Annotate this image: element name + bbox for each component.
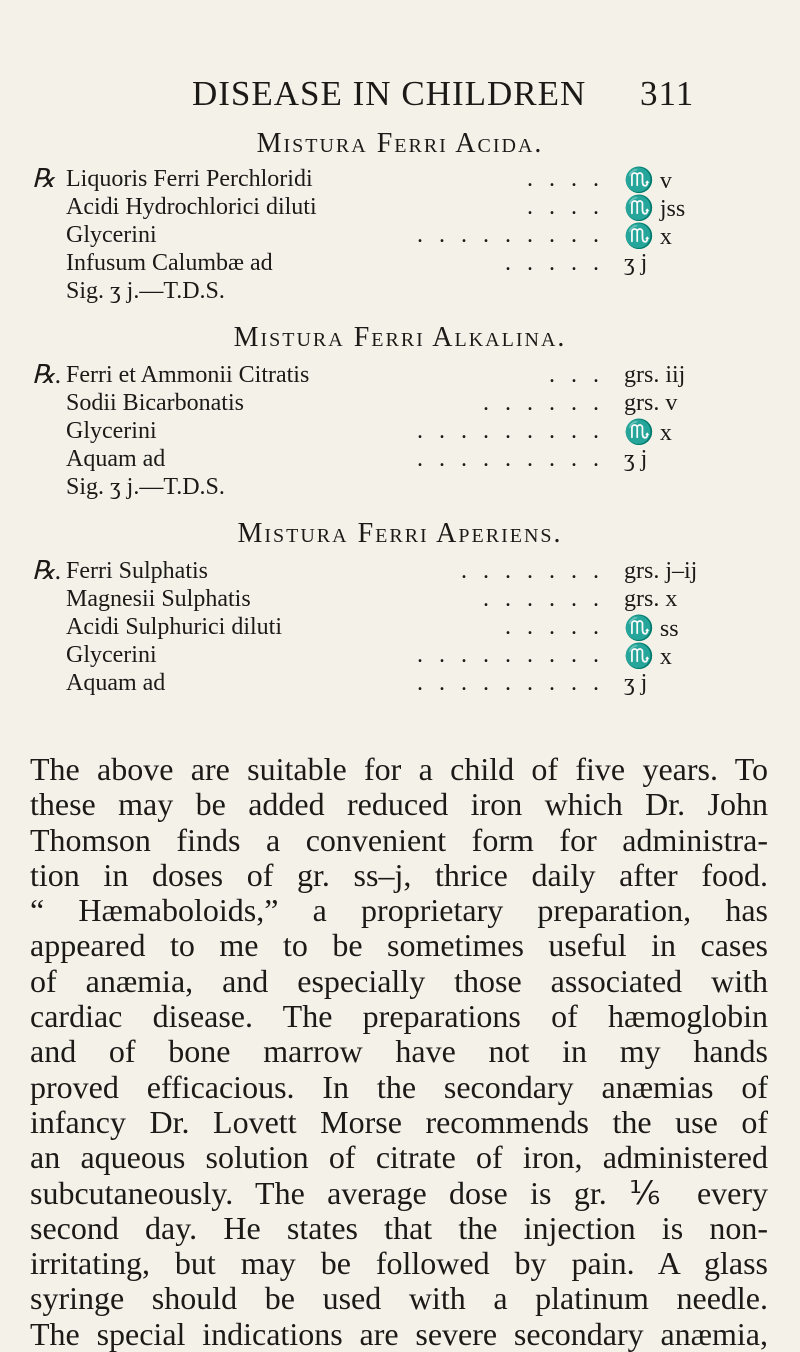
ingredient-quantity: grs. v [624, 390, 678, 416]
ingredient-quantity: ʒ j [624, 250, 648, 276]
dot-leader: . . . . . . . . . [417, 642, 604, 668]
text-line: The special indications are severe secondary anæmia, [30, 1316, 768, 1352]
ingredient-line [66, 642, 696, 670]
ingredient-line [66, 446, 696, 474]
dot-leader: . . . . . . [483, 390, 604, 416]
recipe-symbol: ℞. [32, 360, 62, 389]
recipe-symbol: ℞. [32, 556, 62, 585]
body-paragraph [30, 752, 768, 1352]
dot-leader: . . . . . . . . . [417, 670, 604, 696]
text-line: an aqueous solution of citrate of iron, administered [30, 1140, 768, 1176]
ingredient-name: Aquam ad [66, 670, 166, 696]
dot-leader: . . . . . . [483, 586, 604, 612]
ingredient-line [66, 614, 696, 642]
ingredient-quantity: grs. j–ij [624, 558, 698, 584]
ingredient-name: Glycerini [66, 642, 157, 668]
text-line: tion in doses of gr. ss–j, thrice daily after food. [30, 857, 768, 893]
dot-leader: . . . [549, 362, 604, 388]
running-head-title: DISEASE IN CHILDREN [192, 74, 587, 113]
text-line: cardiac disease. The preparations of hæmoglobin [30, 999, 768, 1035]
ingredient-quantity: ♏ x [624, 224, 672, 250]
ingredient-quantity: grs. iij [624, 362, 686, 388]
text-line: infancy Dr. Lovett Morse recommends the use of [30, 1104, 768, 1140]
ingredient-name: Glycerini [66, 222, 157, 248]
ingredient-quantity: ♏ jss [624, 196, 686, 222]
text-line: second day. He states that the injection is non- [30, 1210, 768, 1246]
ingredient-name: Ferri Sulphatis [66, 558, 208, 584]
ingredient-line [66, 250, 696, 278]
dot-leader: . . . . [527, 166, 604, 192]
text-line: irritating, but may be followed by pain. A glass [30, 1246, 768, 1282]
dot-leader: . . . . [527, 194, 604, 220]
ingredient-name: Liquoris Ferri Perchloridi [66, 166, 313, 192]
ingredient-line [66, 670, 696, 698]
recipe-symbol: ℞ [32, 164, 56, 193]
ingredient-line [66, 390, 696, 418]
dot-leader: . . . . . [505, 614, 604, 640]
prescription-title: Mistura Ferri Alkalina. [233, 322, 567, 353]
ingredient-quantity: grs. x [624, 586, 678, 612]
ingredient-quantity: ♏ x [624, 420, 672, 446]
text-line: subcutaneously. The average dose is gr. ⅙ every [30, 1175, 768, 1211]
ingredient-line [66, 418, 696, 446]
text-line: The above are suitable for a child of five years. To [30, 752, 768, 787]
ingredient-name: Glycerini [66, 418, 157, 444]
page-number: 311 [640, 74, 695, 113]
text-line: proved efficacious. In the secondary anæmias of [30, 1069, 768, 1105]
text-line: of anæmia, and especially those associated with [30, 963, 768, 999]
text-line: these may be added reduced iron which Dr. John [30, 787, 768, 823]
ingredient-name: Infusum Calumbæ ad [66, 250, 273, 276]
ingredient-line [66, 222, 696, 250]
running-head [0, 74, 800, 114]
ingredient-line [66, 558, 696, 586]
ingredient-name: Sodii Bicarbonatis [66, 390, 244, 416]
ingredient-quantity: ♏ v [624, 168, 672, 194]
text-line: and of bone marrow have not in my hands [30, 1034, 768, 1070]
prescription-title: Mistura Ferri Aperiens. [237, 518, 563, 549]
dot-leader: . . . . . . . [461, 558, 604, 584]
ingredient-line [66, 194, 696, 222]
text-line: “ Hæmaboloids,” a proprietary preparation, has [30, 893, 768, 929]
dot-leader: . . . . . . . . . [417, 446, 604, 472]
ingredient-quantity: ʒ j [624, 670, 648, 696]
text-line: appeared to me to be sometimes useful in cases [30, 928, 768, 964]
prescription-title: Mistura Ferri Acida. [256, 128, 544, 159]
ingredient-name: Magnesii Sulphatis [66, 586, 251, 612]
signa-directions: Sig. ʒ j.—T.D.S. [66, 474, 225, 500]
ingredient-name: Ferri et Ammonii Citratis [66, 362, 310, 388]
dot-leader: . . . . . . . . . [417, 222, 604, 248]
ingredient-line [66, 166, 696, 194]
ingredient-quantity: ʒ j [624, 446, 648, 472]
dot-leader: . . . . . . . . . [417, 418, 604, 444]
text-line: syringe should be used with a platinum needle. [30, 1281, 768, 1317]
signa-directions: Sig. ʒ j.—T.D.S. [66, 278, 225, 304]
dot-leader: . . . . . [505, 250, 604, 276]
ingredient-name: Acidi Hydrochlorici diluti [66, 194, 317, 220]
ingredient-line [66, 362, 696, 390]
text-line: Thomson finds a convenient form for administra- [30, 822, 768, 858]
ingredient-line [66, 586, 696, 614]
ingredient-name: Acidi Sulphurici diluti [66, 614, 282, 640]
ingredient-quantity: ♏ ss [624, 616, 679, 642]
ingredient-quantity: ♏ x [624, 644, 672, 670]
ingredient-name: Aquam ad [66, 446, 166, 472]
